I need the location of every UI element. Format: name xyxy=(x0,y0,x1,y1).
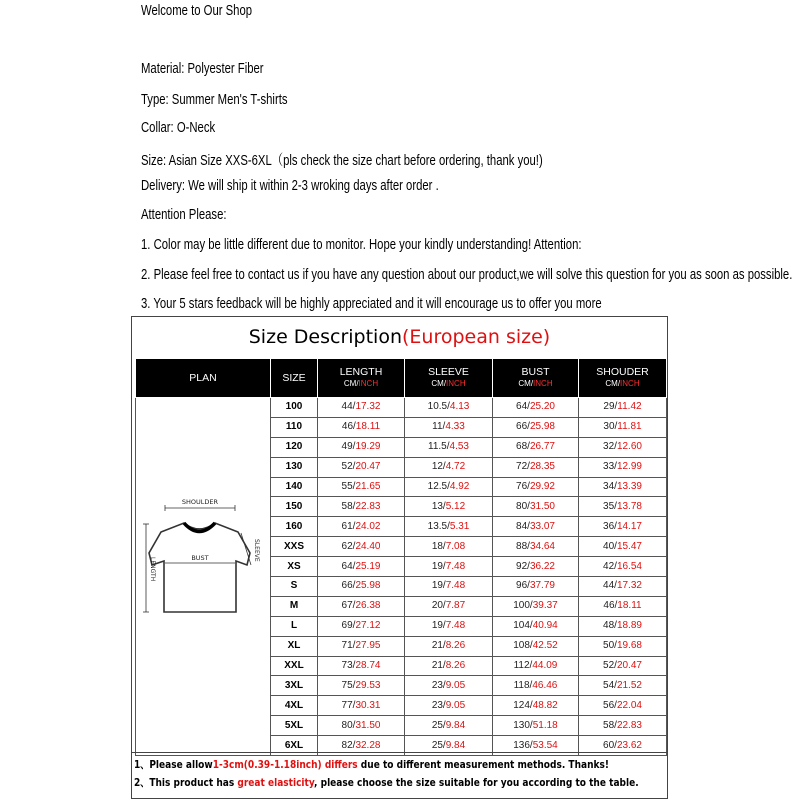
sleeve-inch-value: 4.72 xyxy=(445,461,466,473)
sleeve-inch-value: 9.84 xyxy=(445,719,466,731)
sleeve-cm-value: 12.5/ xyxy=(427,481,450,492)
header-shoulder-unit: CM/INCH xyxy=(605,379,640,388)
shoulder-inch-value: 18.89 xyxy=(616,620,642,632)
header-sleeve-unit: CM/INCH xyxy=(431,379,466,388)
length-cell xyxy=(318,477,405,497)
length-cm-value: 73/ xyxy=(341,660,356,672)
shoulder-cell xyxy=(579,437,667,457)
shoulder-cm-value: 34/ xyxy=(603,481,617,492)
shoulder-cell xyxy=(579,636,667,656)
header-length xyxy=(318,359,405,398)
length-cm-value: 64/ xyxy=(341,560,356,572)
bust-inch-value: 25.98 xyxy=(529,421,555,433)
sleeve-cell xyxy=(405,577,493,597)
size-cell: 140 xyxy=(271,477,318,497)
shoulder-cm-value: 30/ xyxy=(603,421,618,433)
bust-cm-value: 88/ xyxy=(516,540,530,552)
length-inch-value: 25.19 xyxy=(355,560,381,572)
sleeve-cm-value: 21/ xyxy=(431,660,446,672)
sleeve-cm-value: 20/ xyxy=(431,600,446,612)
length-inch-value: 27.12 xyxy=(355,620,381,632)
sleeve-inch-value: 8.26 xyxy=(445,660,466,672)
shoulder-cell xyxy=(579,457,667,477)
length-inch-value: 20.47 xyxy=(355,461,381,473)
shoulder-cell xyxy=(579,696,667,716)
bust-cell xyxy=(493,417,579,437)
bust-cm-value: 108/ xyxy=(513,640,533,652)
length-inch-value: 28.74 xyxy=(355,660,381,672)
length-cm-value: 71/ xyxy=(341,640,356,652)
size-cell: 5XL xyxy=(271,716,318,736)
shoulder-cm-value: 33/ xyxy=(603,461,617,473)
shoulder-inch-value: 23.62 xyxy=(616,739,642,751)
length-inch-value: 30.31 xyxy=(355,699,381,711)
bust-cell xyxy=(493,537,579,557)
type-text: Type: Summer Men's T-shirts xyxy=(141,92,288,108)
shoulder-cm-value: 50/ xyxy=(603,640,617,652)
sleeve-inch-value: 7.48 xyxy=(445,620,466,632)
shoulder-cm-value: 35/ xyxy=(603,500,617,512)
header-bust-unit: CM/INCH xyxy=(518,379,553,388)
tshirt-diagram-cell xyxy=(136,398,271,756)
sleeve-cell xyxy=(405,477,493,497)
length-cell xyxy=(318,656,405,676)
bust-inch-value: 48.82 xyxy=(532,699,558,711)
sleeve-cm-value: 10.5/ xyxy=(427,401,450,413)
bust-cell xyxy=(493,497,579,517)
header-plan: PLAN xyxy=(136,359,271,398)
length-inch-value: 27.95 xyxy=(355,640,381,652)
sleeve-cell xyxy=(405,417,493,437)
sleeve-cm-value: 13.5/ xyxy=(427,520,450,532)
shoulder-inch-value: 20.47 xyxy=(616,660,642,672)
size-cell: 3XL xyxy=(271,676,318,696)
sleeve-inch-value: 7.87 xyxy=(445,600,466,612)
sleeve-cell xyxy=(405,398,493,418)
sleeve-cm-value: 19/ xyxy=(431,560,446,572)
shoulder-inch-value: 14.17 xyxy=(616,520,642,532)
delivery-text: Delivery: We will ship it within 2-3 wroking days after order . xyxy=(141,178,439,194)
length-inch-value: 32.28 xyxy=(355,739,381,751)
material-text: Material: Polyester Fiber xyxy=(141,61,264,77)
bust-cm-value: 118/ xyxy=(513,679,533,691)
shoulder-inch-value: 18.11 xyxy=(617,600,642,612)
attention-point-1: 1. Color may be little different due to monitor. Hope your kindly understanding! Attention: xyxy=(141,237,582,253)
length-cm-value: 58/ xyxy=(341,500,356,512)
sleeve-inch-value: 4.33 xyxy=(445,421,465,433)
shoulder-inch-value: 11.42 xyxy=(617,401,642,413)
shoulder-cell xyxy=(579,577,667,597)
bust-inch-value: 33.07 xyxy=(529,520,555,532)
header-shoulder xyxy=(579,359,667,398)
sleeve-cm-value: 25/ xyxy=(431,719,446,731)
shoulder-cm-value: 32/ xyxy=(603,441,617,453)
shoulder-inch-value: 19.68 xyxy=(616,640,642,652)
size-chart-title xyxy=(132,326,667,348)
shoulder-cm-value: 56/ xyxy=(603,699,617,711)
length-cell xyxy=(318,557,405,577)
bust-cm-value: 76/ xyxy=(516,481,530,492)
shoulder-cell xyxy=(579,676,667,696)
length-cell xyxy=(318,398,405,418)
bust-inch-value: 29.92 xyxy=(529,481,555,492)
length-cm-value: 66/ xyxy=(341,580,356,592)
shoulder-inch-value: 15.47 xyxy=(616,540,642,552)
bust-cm-value: 84/ xyxy=(516,520,530,532)
bust-cell xyxy=(493,437,579,457)
shoulder-cell xyxy=(579,716,667,736)
bust-inch-value: 28.35 xyxy=(529,461,555,473)
length-cm-value: 46/ xyxy=(341,421,356,433)
bust-cell xyxy=(493,517,579,537)
attention-point-2: 2. Please feel free to contact us if you have any question about our product,we will solve this question for you as soon as possible. xyxy=(141,267,793,283)
length-cell xyxy=(318,577,405,597)
header-bust-label: BUST xyxy=(521,366,550,378)
bust-cm-value: 92/ xyxy=(516,560,530,572)
sleeve-cm-value: 11.5/ xyxy=(428,441,450,453)
bust-cm-value: 104/ xyxy=(513,620,533,632)
sleeve-inch-value: 9.84 xyxy=(445,739,466,751)
sleeve-inch-value: 9.05 xyxy=(445,679,466,691)
sleeve-inch-value: 4.53 xyxy=(449,441,469,453)
shoulder-cm-value: 42/ xyxy=(603,560,617,572)
sleeve-cell xyxy=(405,616,493,636)
length-cell xyxy=(318,417,405,437)
shoulder-cell xyxy=(579,417,667,437)
shoulder-cell xyxy=(579,517,667,537)
sleeve-cell xyxy=(405,457,493,477)
length-cm-value: 62/ xyxy=(341,540,356,552)
length-cell xyxy=(318,676,405,696)
length-inch-value: 31.50 xyxy=(355,719,381,731)
sleeve-inch-value: 7.48 xyxy=(445,580,466,592)
bust-cm-value: 64/ xyxy=(516,401,530,413)
shoulder-inch-value: 21.52 xyxy=(616,679,642,691)
bust-cell xyxy=(493,656,579,676)
bust-inch-value: 31.50 xyxy=(529,500,555,512)
size-cell: 130 xyxy=(271,457,318,477)
sleeve-cell xyxy=(405,636,493,656)
length-cm-value: 80/ xyxy=(341,719,356,731)
sleeve-inch-value: 8.26 xyxy=(445,640,466,652)
sleeve-cm-value: 23/ xyxy=(431,699,446,711)
bust-inch-value: 51.18 xyxy=(532,719,558,731)
table-header-row xyxy=(136,359,667,398)
bust-cell xyxy=(493,596,579,616)
note-1: 1、Please allow1-3cm(0.39-1.18inch) differs due to different measurement methods. Thanks! xyxy=(134,759,610,771)
bust-cm-value: 72/ xyxy=(516,461,530,473)
bust-cm-value: 96/ xyxy=(516,580,530,592)
bust-cell xyxy=(493,716,579,736)
shoulder-inch-value: 17.32 xyxy=(616,580,642,592)
length-cm-value: 44/ xyxy=(341,401,356,413)
size-cell: 4XL xyxy=(271,696,318,716)
size-chart xyxy=(131,316,668,799)
table-row xyxy=(136,398,667,418)
bust-cell xyxy=(493,477,579,497)
note-2: 2、This product has great elasticity, please choose the size suitable for you according to the table. xyxy=(134,777,639,789)
shoulder-cm-value: 46/ xyxy=(603,600,618,612)
header-sleeve xyxy=(405,359,493,398)
length-cm-value: 49/ xyxy=(341,441,356,453)
length-cm-value: 82/ xyxy=(341,739,356,751)
shoulder-cell xyxy=(579,596,667,616)
shoulder-cell xyxy=(579,398,667,418)
sleeve-cell xyxy=(405,596,493,616)
sleeve-cm-value: 21/ xyxy=(431,640,446,652)
shoulder-cm-value: 40/ xyxy=(603,540,617,552)
header-length-label: LENGTH xyxy=(339,366,383,378)
length-inch-value: 17.32 xyxy=(355,401,381,413)
shoulder-cell xyxy=(579,557,667,577)
size-cell: XXS xyxy=(271,537,318,557)
bust-label: BUST xyxy=(190,553,209,562)
sleeve-cell xyxy=(405,537,493,557)
size-table xyxy=(135,359,667,756)
shoulder-cell xyxy=(579,656,667,676)
bust-cm-value: 112/ xyxy=(513,660,533,672)
bust-inch-value: 44.09 xyxy=(532,660,558,672)
bust-inch-value: 42.52 xyxy=(532,640,558,652)
attention-point-3: 3. Your 5 stars feedback will be highly appreciated and it will encourage us to offer you more xyxy=(141,296,602,312)
length-inch-value: 25.98 xyxy=(355,580,381,592)
header-sleeve-label: SLEEVE xyxy=(428,366,469,378)
bust-cm-value: 66/ xyxy=(516,421,530,433)
length-cell xyxy=(318,437,405,457)
bust-inch-value: 25.20 xyxy=(529,401,555,413)
length-cell xyxy=(318,696,405,716)
sleeve-label: SLEEVE xyxy=(252,538,260,562)
size-cell: L xyxy=(271,616,318,636)
sleeve-cell xyxy=(405,497,493,517)
shoulder-cell xyxy=(579,477,667,497)
length-cell xyxy=(318,457,405,477)
length-cm-value: 69/ xyxy=(341,620,356,632)
bust-cm-value: 136/ xyxy=(513,739,533,751)
shoulder-label: SHOULDER xyxy=(181,497,218,506)
shoulder-cm-value: 54/ xyxy=(603,679,617,691)
length-label: LENGTH xyxy=(148,556,156,581)
sleeve-inch-value: 4.13 xyxy=(449,401,470,413)
shoulder-inch-value: 13.39 xyxy=(616,481,642,492)
bust-cell xyxy=(493,676,579,696)
bust-inch-value: 40.94 xyxy=(532,620,558,632)
sleeve-cm-value: 11/ xyxy=(432,421,446,433)
shoulder-cm-value: 48/ xyxy=(603,620,617,632)
sleeve-cell xyxy=(405,656,493,676)
sleeve-cm-value: 19/ xyxy=(431,580,446,592)
notes-divider xyxy=(131,752,668,753)
bust-inch-value: 53.54 xyxy=(532,739,558,751)
shoulder-cm-value: 52/ xyxy=(603,660,617,672)
bust-cell xyxy=(493,577,579,597)
sleeve-cm-value: 13/ xyxy=(431,500,446,512)
sleeve-inch-value: 5.31 xyxy=(449,520,470,532)
size-cell: 6XL xyxy=(271,736,318,756)
collar-text: Collar: O-Neck xyxy=(141,120,216,136)
length-inch-value: 19.29 xyxy=(355,441,381,453)
length-inch-value: 24.02 xyxy=(355,520,381,532)
size-cell: 150 xyxy=(271,497,318,517)
sleeve-inch-value: 5.12 xyxy=(445,500,466,512)
length-cm-value: 52/ xyxy=(341,461,356,473)
sleeve-inch-value: 9.05 xyxy=(445,699,466,711)
length-cell xyxy=(318,636,405,656)
length-cm-value: 55/ xyxy=(341,481,356,492)
size-cell: XS xyxy=(271,557,318,577)
length-inch-value: 18.11 xyxy=(355,421,381,433)
size-cell: XXL xyxy=(271,656,318,676)
shoulder-inch-value: 22.04 xyxy=(616,699,642,711)
length-inch-value: 26.38 xyxy=(355,600,381,612)
bust-inch-value: 26.77 xyxy=(529,441,555,453)
size-cell: S xyxy=(271,577,318,597)
bust-inch-value: 36.22 xyxy=(529,560,555,572)
bust-cell xyxy=(493,696,579,716)
bust-cell xyxy=(493,398,579,418)
note-1-highlight: 1-3cm(0.39-1.18inch) differs xyxy=(212,759,358,771)
header-size: SIZE xyxy=(271,359,318,398)
size-cell: 110 xyxy=(271,417,318,437)
length-cell xyxy=(318,497,405,517)
length-cell xyxy=(318,716,405,736)
sleeve-cell xyxy=(405,716,493,736)
shoulder-cm-value: 58/ xyxy=(603,719,617,731)
sleeve-cell xyxy=(405,676,493,696)
bust-cell xyxy=(493,457,579,477)
sleeve-cm-value: 23/ xyxy=(431,679,446,691)
length-cell xyxy=(318,517,405,537)
shoulder-inch-value: 11.81 xyxy=(617,421,642,433)
bust-cm-value: 68/ xyxy=(516,441,530,453)
size-cell: M xyxy=(271,596,318,616)
tshirt-diagram xyxy=(137,405,270,745)
length-inch-value: 24.40 xyxy=(355,540,381,552)
shoulder-cm-value: 29/ xyxy=(603,401,618,413)
bust-inch-value: 39.37 xyxy=(532,600,558,612)
sleeve-cell xyxy=(405,437,493,457)
shoulder-cm-value: 44/ xyxy=(603,580,617,592)
sleeve-cm-value: 19/ xyxy=(431,620,446,632)
bust-inch-value: 34.64 xyxy=(529,540,555,552)
shoulder-inch-value: 12.99 xyxy=(616,461,642,473)
welcome-text: Welcome to Our Shop xyxy=(141,3,253,19)
bust-cm-value: 80/ xyxy=(516,500,530,512)
shoulder-inch-value: 13.78 xyxy=(616,500,642,512)
length-cell xyxy=(318,537,405,557)
bust-cell xyxy=(493,636,579,656)
sleeve-cell xyxy=(405,517,493,537)
header-bust xyxy=(493,359,579,398)
shoulder-inch-value: 22.83 xyxy=(616,719,642,731)
sleeve-cm-value: 18/ xyxy=(431,540,446,552)
header-shoulder-label: SHOUDER xyxy=(596,366,649,378)
size-text: Size: Asian Size XXS-6XL（pls check the size chart before ordering, thank you!) xyxy=(141,153,543,169)
length-cell xyxy=(318,616,405,636)
attention-heading: Attention Please: xyxy=(141,207,227,223)
bust-cm-value: 100/ xyxy=(513,600,533,612)
bust-cm-value: 124/ xyxy=(513,699,533,711)
size-cell: 120 xyxy=(271,437,318,457)
shoulder-cell xyxy=(579,537,667,557)
size-cell: 160 xyxy=(271,517,318,537)
shoulder-cell xyxy=(579,616,667,636)
sleeve-cm-value: 12/ xyxy=(431,461,446,473)
shoulder-inch-value: 12.60 xyxy=(616,441,642,453)
tshirt-outline xyxy=(149,523,250,612)
sleeve-cm-value: 25/ xyxy=(431,739,446,751)
bust-cell xyxy=(493,557,579,577)
sleeve-cell xyxy=(405,557,493,577)
length-cell xyxy=(318,596,405,616)
sleeve-inch-value: 7.08 xyxy=(445,540,466,552)
chart-title-main: Size Description xyxy=(248,326,403,348)
shoulder-inch-value: 16.54 xyxy=(616,560,642,572)
note-2-highlight: great elasticity xyxy=(237,777,315,789)
sleeve-inch-value: 7.48 xyxy=(445,560,466,572)
chart-title-european: (European size) xyxy=(402,326,551,348)
length-cm-value: 61/ xyxy=(341,520,356,532)
length-cm-value: 67/ xyxy=(341,600,356,612)
length-cm-value: 75/ xyxy=(341,679,356,691)
shoulder-cell xyxy=(579,497,667,517)
shoulder-cm-value: 60/ xyxy=(603,739,617,751)
shoulder-cm-value: 36/ xyxy=(603,520,617,532)
bust-cell xyxy=(493,616,579,636)
length-inch-value: 21.65 xyxy=(355,481,381,492)
length-cm-value: 77/ xyxy=(341,699,356,711)
bust-inch-value: 46.46 xyxy=(532,679,558,691)
size-cell: 100 xyxy=(271,398,318,418)
length-inch-value: 29.53 xyxy=(355,679,381,691)
header-length-unit: CM/INCH xyxy=(343,379,379,388)
size-cell: XL xyxy=(271,636,318,656)
sleeve-cell xyxy=(405,696,493,716)
length-inch-value: 22.83 xyxy=(355,500,381,512)
sleeve-inch-value: 4.92 xyxy=(449,481,470,492)
bust-inch-value: 37.79 xyxy=(529,580,555,592)
bust-cm-value: 130/ xyxy=(513,719,533,731)
